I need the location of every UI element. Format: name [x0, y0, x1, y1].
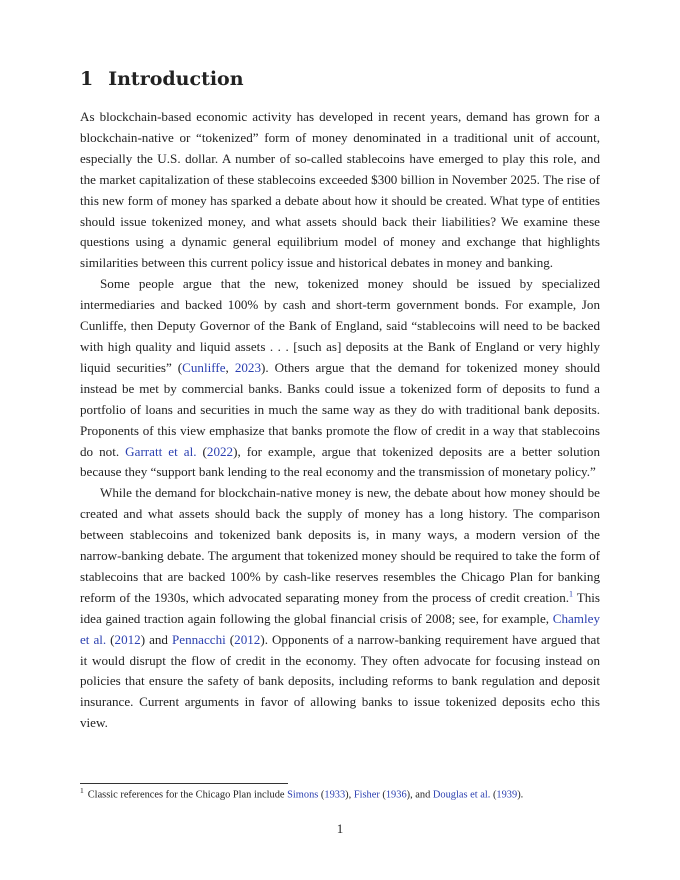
citation-paren-open: (: [490, 789, 497, 801]
citation-douglas-author[interactable]: Douglas et al.: [432, 789, 491, 801]
citation-separator: ,: [225, 359, 235, 375]
citation-simons-author[interactable]: Simons: [287, 789, 319, 801]
paragraph-3-text-d: ). Opponents of a narrow-banking requirement have argued that it would disrupt the flow of credit in the economy. They often advocate for focusing instead on policies that ensure the safety of bank deposits, including reforms to bank regulation and deposit insurance. Current arguments in favor of allowing banks to issue tokenized deposits echo this view.: [80, 631, 600, 731]
citation-paren-open: (: [379, 789, 386, 801]
citation-chamley-author[interactable]: Chamley et al.: [80, 610, 600, 647]
citation-paren-open: (: [196, 443, 207, 459]
paragraph-2-text-c: ), for example, argue that tokenized deposits are a better solution because they “support bank lending to the real economy and the transmission of monetary policy.”: [80, 443, 601, 480]
paragraph-1-text: As blockchain-based economic activity has developed in recent years, demand has grown for a blockchain-native or “tokenized” form of money denominated in a traditional unit of account, especially the U.S. dollar. A number of so-called stablecoins have emerged to play this role, and the market capitalization of these stablecoins exceeded $300 billion in November 2025. The rise of this new form of money has sparked a debate about how it should be created. What type of entities should issue tokenized money, and what assets should back their liabilities? We examine these questions using a dynamic general equilibrium model of money and exchange that highlights similarities between this current policy issue and historical debates in money and banking.: [80, 109, 600, 271]
citation-chamley-year[interactable]: 2012: [114, 631, 141, 647]
paragraph-2-text-b: ). Others argue that the demand for tokenized money should instead be met by commercial banks. Banks could issue a tokenized form of deposits to fund a portfolio of loans and securities in much the same way as they do with traditional bank deposits. Proponents of this view emphasize that banks promote the flow of credit in a way that stablecoins do not.: [80, 359, 600, 459]
section-number: 1: [80, 68, 94, 90]
citation-douglas-year[interactable]: 1939: [496, 789, 518, 801]
citation-cunliffe-author[interactable]: Cunliffe: [182, 359, 226, 375]
citation-garratt-year[interactable]: 2022: [206, 443, 234, 459]
paragraph-3-text-b: This idea gained traction again following the global financial crisis of 2008; see, for example,: [80, 589, 600, 626]
citation-pennacchi-author[interactable]: Pennacchi: [171, 631, 226, 647]
footnote: [80, 784, 620, 801]
page-number: 1: [336, 821, 344, 836]
paragraph-3-text-a: While the demand for blockchain-native money is new, the debate about how money should be created and what assets should back the supply of money has a long history. The comparison between stablecoins and tokenized bank deposits is, in many ways, a modern version of the narrow-banking debate. The argument that tokenized money should be required to take the form of stablecoins that are backed 100% by cash-like reserves resembles the Chicago Plan for banking reform of the 1930s, which advocated separating money from the process of credit creation.: [80, 485, 600, 605]
paragraph-3-text-c: ) and: [140, 631, 172, 647]
footnote-reference[interactable]: 1: [569, 589, 574, 599]
citation-fisher-author[interactable]: Fisher: [353, 789, 380, 801]
citation-paren-open: (: [225, 631, 235, 647]
citation-simons-year[interactable]: 1933: [324, 789, 346, 801]
body-text: [80, 107, 600, 734]
citation-paren-open: (: [318, 789, 325, 801]
paragraph-1: [80, 107, 600, 274]
citation-cunliffe-year[interactable]: 2023: [234, 359, 261, 375]
citation-separator: ), and: [406, 789, 433, 801]
paragraph-2-text-a: Some people argue that the new, tokenized money should be issued by specialized intermediaries and backed 100% by cash and short-term government bonds. For example, Jon Cunliffe, then Deputy Governor of the Bank of England, said “stablecoins will need to be backed with high quality and liquid assets . . . [such as] deposits at the Bank of England or very highly liquid securities” (: [80, 276, 600, 375]
section-title: Introduction: [108, 68, 244, 90]
section-heading: [80, 68, 244, 90]
footnote-lead-text: Classic references for the Chicago Plan include: [87, 789, 288, 801]
paragraph-3: [80, 483, 600, 734]
footnote-end: ).: [517, 789, 524, 801]
citation-separator: ),: [345, 789, 354, 801]
citation-paren-open: (: [106, 631, 115, 647]
citation-garratt-author[interactable]: Garratt et al.: [125, 443, 197, 459]
citation-fisher-year[interactable]: 1936: [385, 789, 407, 801]
citation-pennacchi-year[interactable]: 2012: [234, 631, 261, 647]
paragraph-2: [80, 274, 600, 483]
footnote-mark: 1: [80, 786, 84, 795]
